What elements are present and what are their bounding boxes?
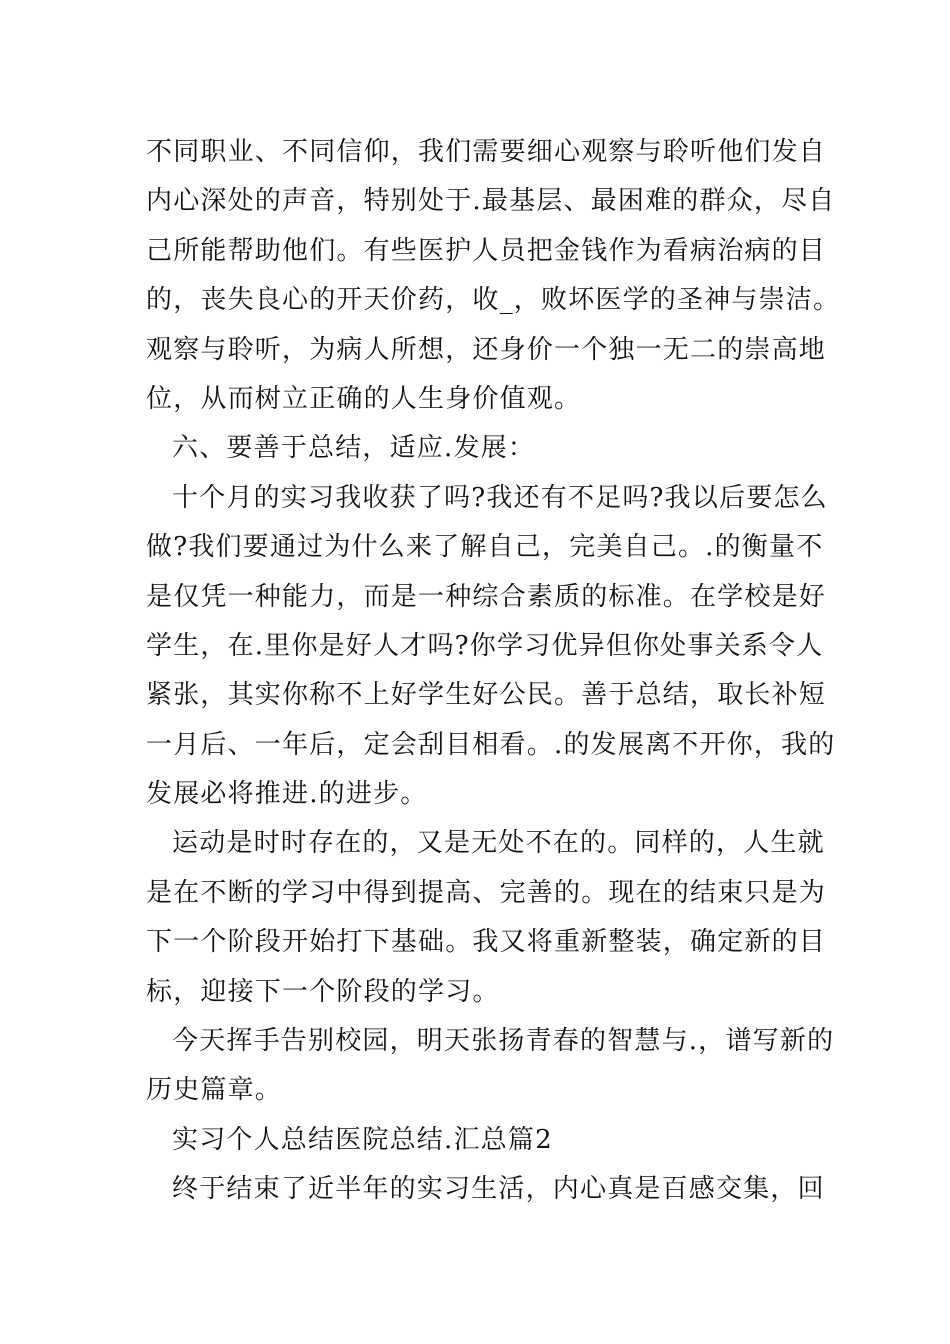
paragraph-summary bbox=[146, 474, 836, 820]
article-title-part-2 bbox=[146, 1116, 808, 1165]
paragraph-observation bbox=[146, 128, 841, 424]
text-line: 位，从而树立正确的人生身价值观。 bbox=[146, 383, 582, 414]
text-line: 终于结束了近半年的实习生活，内心真是百感交集，回 bbox=[172, 1174, 825, 1205]
text-line: 不同职业、不同信仰，我们需要细心观察与聆听他们发自 bbox=[146, 137, 827, 167]
text-line: 今天挥手告别校园，明天张扬青春的智慧与.，谱写新的 bbox=[172, 1026, 835, 1057]
text-line: 运动是时时存在的，又是无处不在的。同样的，人生就 bbox=[172, 828, 825, 859]
text-line: 十个月的实习我收获了吗?我还有不足吗?我以后要怎么 bbox=[172, 482, 828, 513]
text-line: 做?我们要通过为什么来了解自己，完美自己。.的衡量不 bbox=[146, 532, 824, 563]
text-line: 紧张，其实你称不上好学生好公民。善于总结，取长补短 bbox=[146, 680, 827, 711]
text-line: 标，迎接下一个阶段的学习。 bbox=[146, 976, 500, 1007]
text-line: 发展必将推进.的进步。 bbox=[146, 779, 428, 810]
text-line: 实习个人总结医院总结.汇总篇2 bbox=[172, 1124, 553, 1155]
text-line: 观察与聆听，为病人所想，还身价一个独一无二的崇高地 bbox=[146, 334, 827, 365]
paragraph-movement bbox=[146, 819, 827, 1017]
text-line: 历史篇章。 bbox=[146, 1075, 283, 1106]
text-line: 下一个阶段开始打下基础。我又将重新整装，确定新的目 bbox=[146, 927, 827, 958]
text-line: 内心深处的声音，特别处于.最基层、最困难的群众，尽自 bbox=[146, 186, 836, 217]
text-line: 学生，在.里你是好人才吗?你学习优异但你处事关系令人 bbox=[146, 630, 824, 661]
document-body bbox=[146, 128, 841, 1215]
text-line: 的，丧失良心的开天价药，收_，败坏医学的圣神与崇洁。 bbox=[146, 285, 841, 316]
section-heading-six bbox=[146, 424, 808, 473]
paragraph-conclusion-start bbox=[146, 1165, 825, 1214]
text-line: 六、要善于总结，适应.发展： bbox=[172, 433, 536, 464]
text-line: 是在不断的学习中得到提高、完善的。现在的结束只是为 bbox=[146, 877, 827, 908]
text-line: 一月后、一年后，定会刮目相看。.的发展离不开你，我的 bbox=[146, 729, 836, 760]
paragraph-farewell bbox=[146, 1017, 835, 1116]
text-line: 己所能帮助他们。有些医护人员把金钱作为看病治病的目 bbox=[146, 235, 827, 266]
text-line: 是仅凭一种能力，而是一种综合素质的标准。在学校是好 bbox=[146, 581, 827, 612]
